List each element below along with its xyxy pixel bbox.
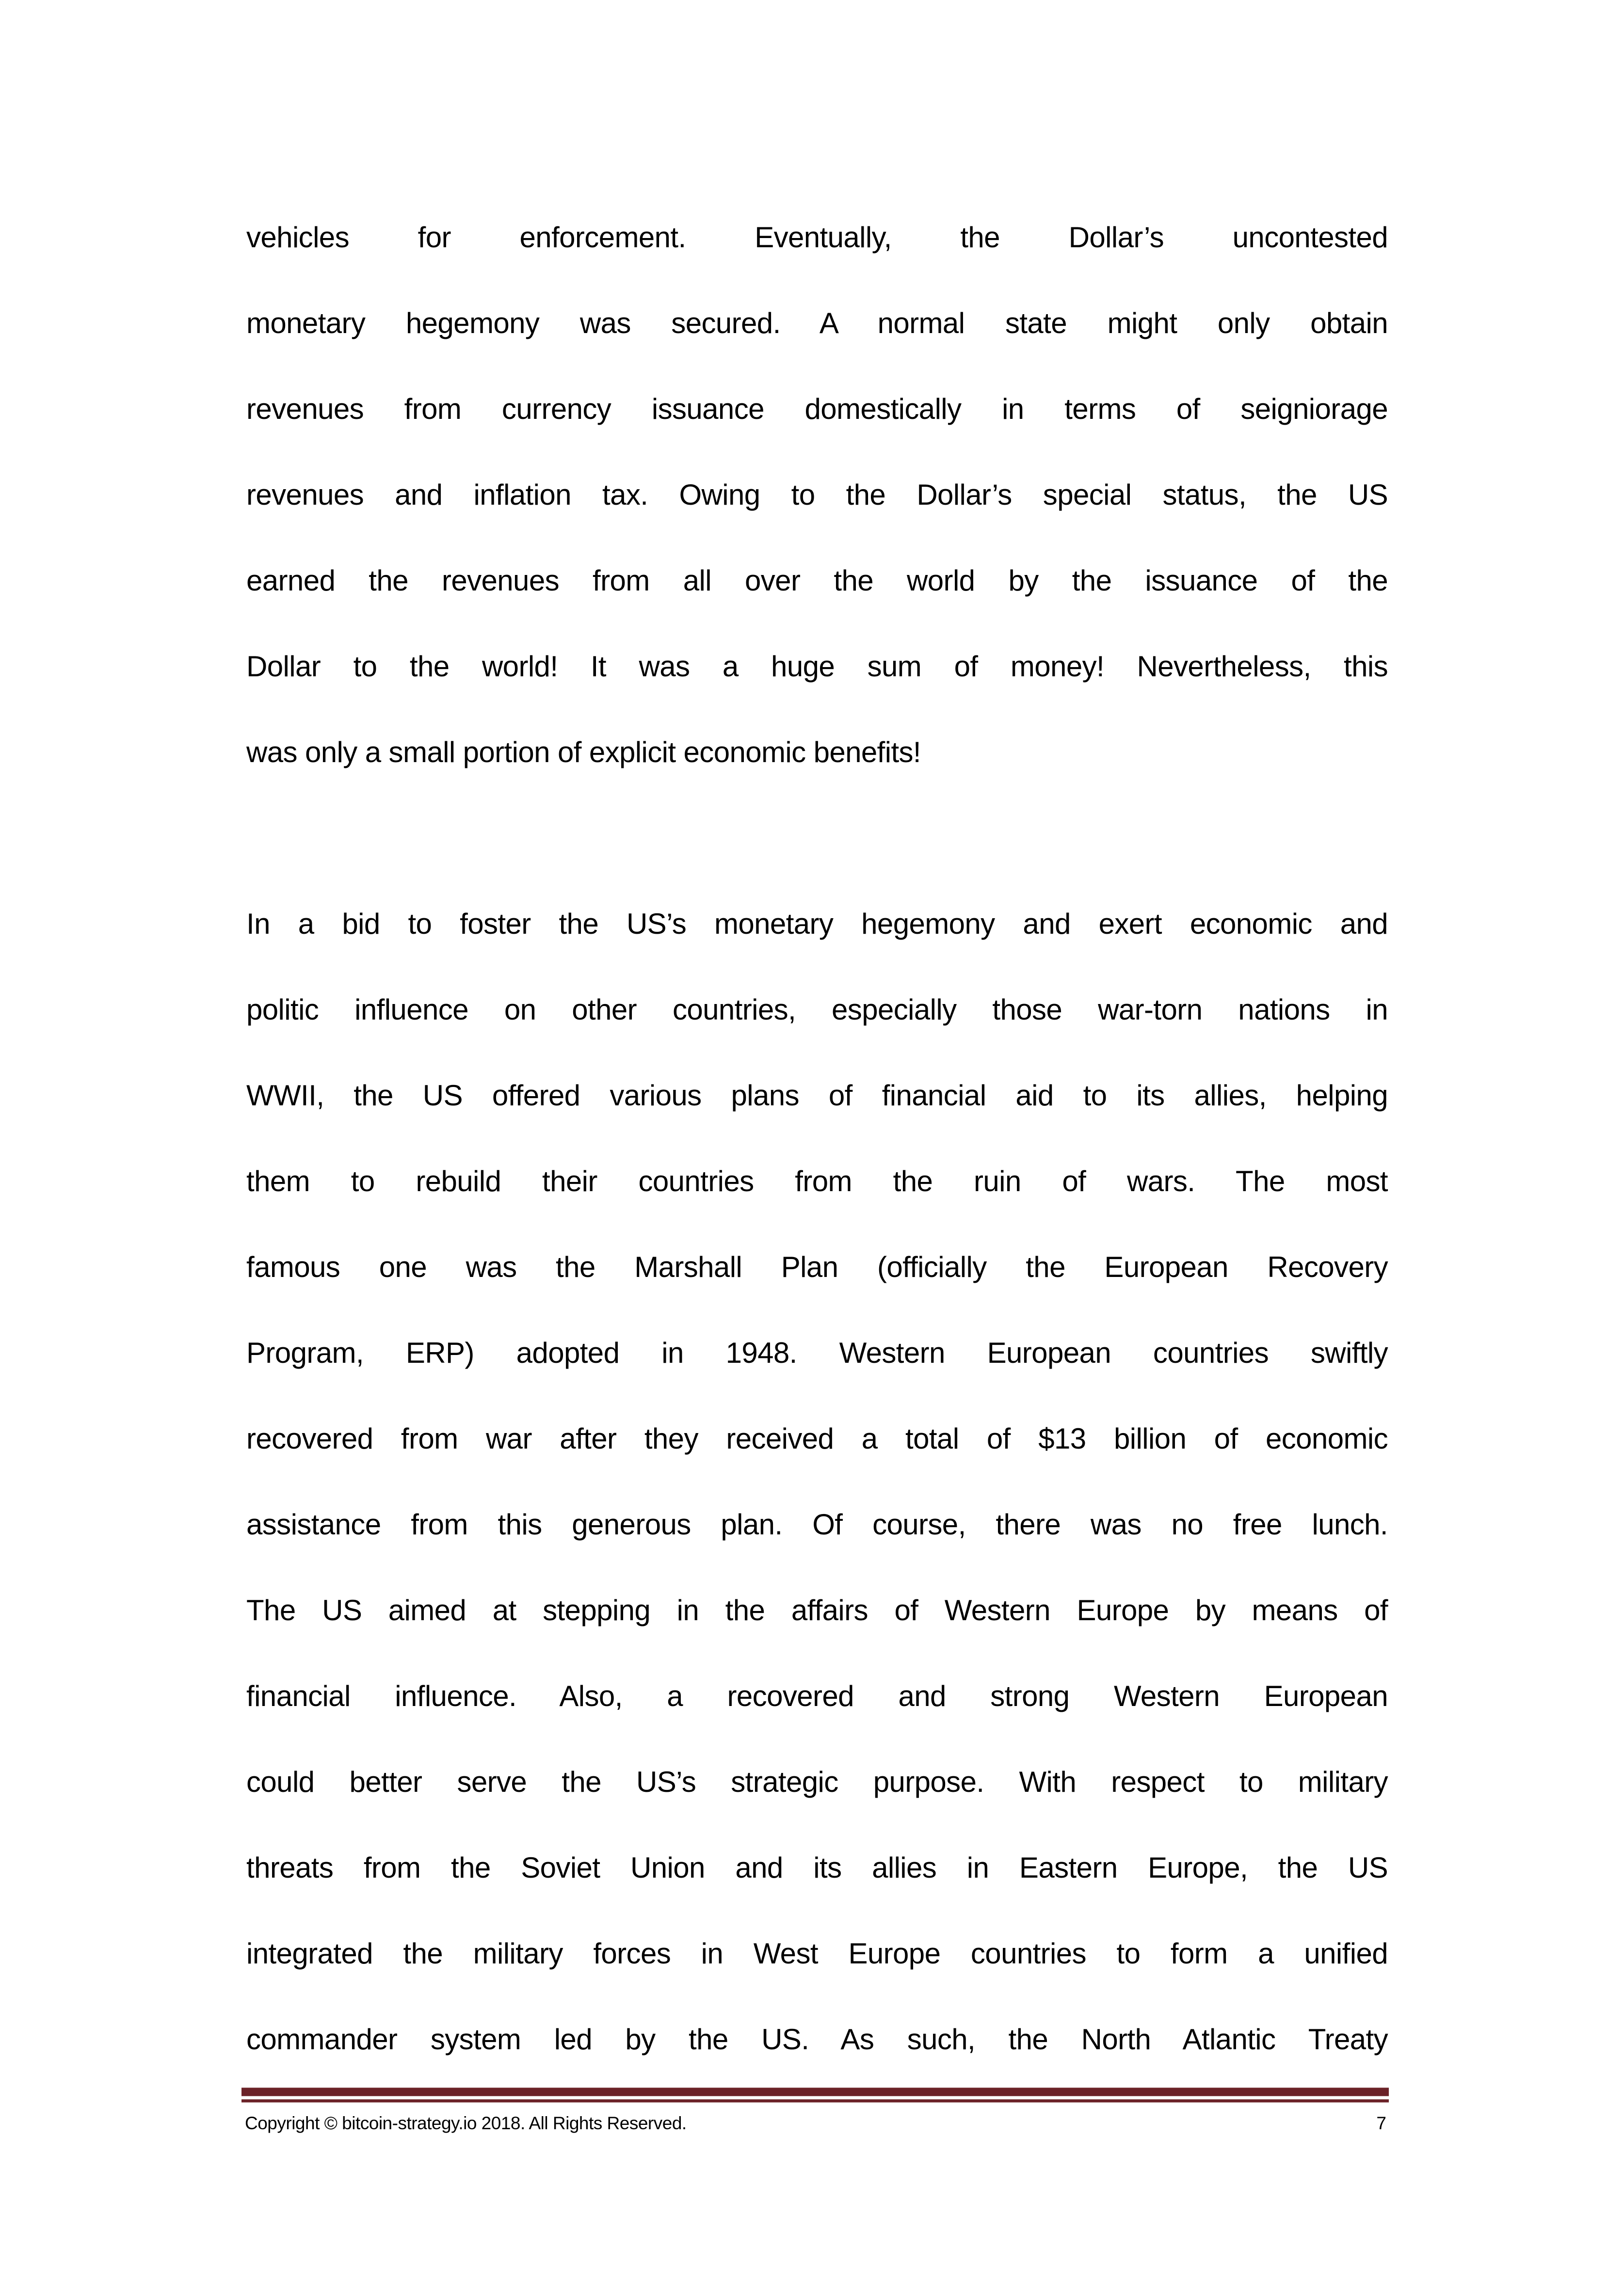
body-text: [246, 213, 1388, 2101]
text-line: earned the revenues from all over the world by the issuance of the: [246, 564, 1388, 597]
text-line: could better serve the US’s strategic purpose. With respect to military: [246, 1766, 1388, 1798]
text-line: In a bid to foster the US’s monetary hegemony and exert economic and: [246, 908, 1388, 940]
text-line: them to rebuild their countries from the ruin of wars. The most: [246, 1165, 1388, 1197]
text-line: monetary hegemony was secured. A normal state might only obtain: [246, 307, 1388, 339]
text-line: Dollar to the world! It was a huge sum of money! Nevertheless, this: [246, 650, 1388, 683]
paragraph-2: [246, 900, 1388, 2101]
text-line: politic influence on other countries, especially those war-torn nations in: [246, 993, 1388, 1026]
text-line: famous one was the Marshall Plan (officially the European Recovery: [246, 1251, 1388, 1283]
text-line: WWII, the US offered various plans of financial aid to its allies, helping: [246, 1079, 1388, 1112]
text-line: Program, ERP) adopted in 1948. Western European countries swiftly: [246, 1337, 1388, 1369]
text-line: financial influence. Also, a recovered and strong Western European: [246, 1680, 1388, 1712]
copyright-notice: Copyright © bitcoin-strategy.io 2018. All Rights Reserved.: [245, 2113, 687, 2133]
text-line: was only a small portion of explicit economic benefits!: [246, 736, 921, 768]
text-line: revenues from currency issuance domestically in terms of seigniorage: [246, 393, 1388, 425]
paragraph-gap: [246, 814, 1388, 900]
text-line: commander system led by the US. As such, the North Atlantic Treaty: [246, 2023, 1388, 2056]
footer-divider: [241, 2088, 1389, 2103]
text-line: assistance from this generous plan. Of course, there was no free lunch.: [246, 1508, 1388, 1541]
footer-rule-thin: [241, 2099, 1389, 2103]
paragraph-1: [246, 213, 1388, 814]
text-line: threats from the Soviet Union and its allies in Eastern Europe, the US: [246, 1851, 1388, 1884]
text-line: revenues and inflation tax. Owing to the Dollar’s special status, the US: [246, 478, 1388, 511]
text-line: vehicles for enforcement. Eventually, the Dollar’s uncontested: [246, 221, 1388, 254]
text-line: The US aimed at stepping in the affairs of Western Europe by means of: [246, 1594, 1388, 1626]
page-footer: [245, 2109, 1386, 2138]
page-number: 7: [1376, 2113, 1386, 2133]
text-line: integrated the military forces in West Europe countries to form a unified: [246, 1937, 1388, 1970]
text-line: recovered from war after they received a total of $13 billion of economic: [246, 1422, 1388, 1455]
footer-rule-thick: [241, 2088, 1389, 2096]
